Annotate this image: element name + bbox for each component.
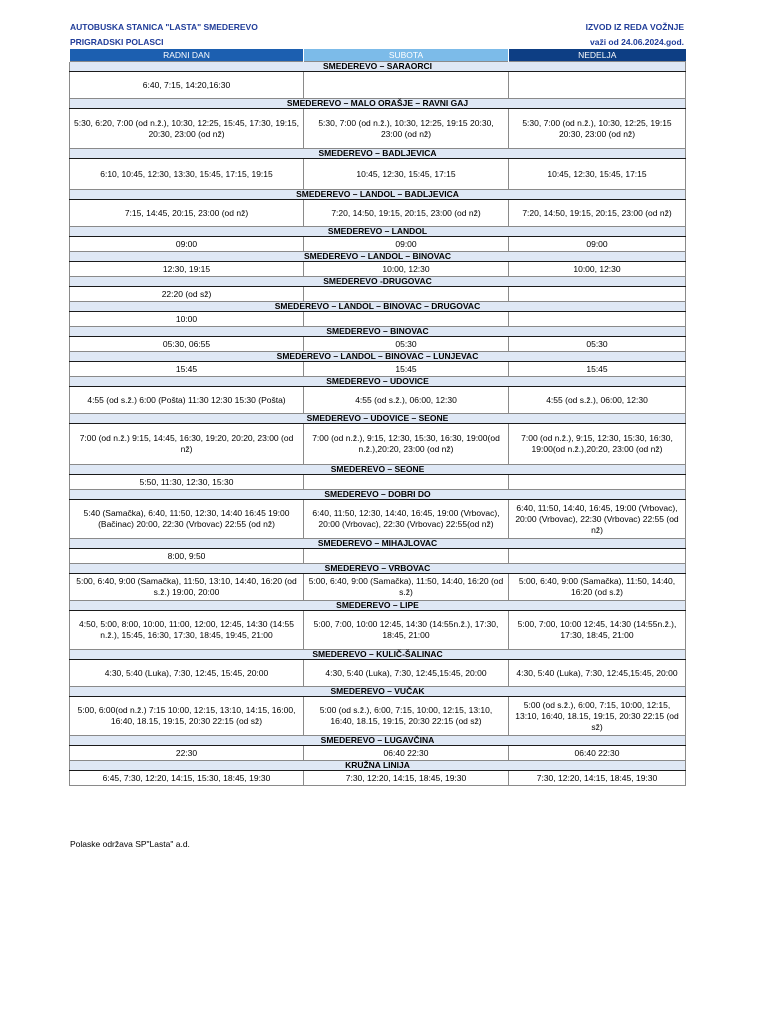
route-name: SMEDEREVO – SEONE [70,465,686,475]
weekday-times-cell: 5:00, 6:00(od n.ž.) 7:15 10:00, 12:15, 13:10, 14:15, 16:00, 16:40, 18.15, 19:15, 20:30 22:15 (od sž) [70,697,304,736]
departure-times-row [70,771,686,786]
saturday-times-cell: 4:30, 5:40 (Luka), 7:30, 12:45,15:45, 20:00 [304,660,509,687]
sunday-times-cell: 5:30, 7:00 (od n.ž.), 10:30, 12:25, 19:15 20:30, 23:00 (od nž) [509,109,686,149]
weekday-times-cell: 4:55 (od s.ž.) 6:00 (Pošta) 11:30 12:30 15:30 (Pošta) [70,387,304,414]
departure-times-row [70,159,686,190]
route-header-row [70,62,686,72]
route-name: SMEDEREVO – BINOVAC [70,327,686,337]
sunday-times-cell: 7:30, 12:20, 14:15, 18:45, 19:30 [509,771,686,786]
validity-date: važi od 24.06.2024.god. [589,37,684,47]
saturday-times-cell [304,287,509,302]
departure-times-row [70,424,686,465]
departure-times-row [70,549,686,564]
departure-times-row [70,660,686,687]
route-header-row [70,414,686,424]
route-header-row [70,149,686,159]
route-header-row [70,761,686,771]
weekday-times-cell: 5:40 (Samačka), 6:40, 11:50, 12:30, 14:40 16:45 19:00 (Bačinac) 20:00, 22:30 (Vrbovac) 22:55 (od nž) [70,500,304,539]
weekday-times-cell: 15:45 [70,362,304,377]
route-name: SMEDEREVO – VUČAK [70,687,686,697]
route-header-row [70,564,686,574]
route-header-row [70,190,686,200]
sunday-times-cell: 05:30 [509,337,686,352]
route-name: KRUŽNA LINIJA [70,761,686,771]
sunday-times-cell: 7:00 (od n.ž.), 9:15, 12:30, 15:30, 16:30, 19:00(od n.ž.),20:20, 23:00 (od nž) [509,424,686,465]
route-name: SMEDEREVO – LIPE [70,601,686,611]
saturday-times-cell: 15:45 [304,362,509,377]
route-name: SMEDEREVO – LANDOL – BINOVAC [70,252,686,262]
saturday-times-cell: 4:55 (od s.ž.), 06:00, 12:30 [304,387,509,414]
route-name: SMEDEREVO – UDOVICE [70,377,686,387]
route-header-row [70,99,686,109]
sunday-times-cell: 10:00, 12:30 [509,262,686,277]
route-name: SMEDEREVO – BADLJEVICA [70,149,686,159]
column-header-weekday: RADNI DAN [70,49,304,62]
header-right [586,20,684,50]
sunday-times-cell: 6:40, 11:50, 14:40, 16:45, 19:00 (Vrbovac), 20:00 (Vrbovac), 22:30 (Vrbovac) 22:55 (od nž) [509,500,686,539]
sunday-times-cell: 06:40 22:30 [509,746,686,761]
route-name: SMEDEREVO – LANDOL – BADLJEVICA [70,190,686,200]
departure-times-row [70,200,686,227]
sunday-times-cell: 7:20, 14:50, 19:15, 20:15, 23:00 (od nž) [509,200,686,227]
route-header-row [70,736,686,746]
weekday-times-cell: 5:30, 6:20, 7:00 (od n.ž.), 10:30, 12:25, 15:45, 17:30, 19:15, 20:30, 23:00 (od nž) [70,109,304,149]
route-name: SMEDEREVO – VRBOVAC [70,564,686,574]
sunday-times-cell: 4:30, 5:40 (Luka), 7:30, 12:45,15:45, 20:00 [509,660,686,687]
weekday-times-cell: 6:10, 10:45, 12:30, 13:30, 15:45, 17:15, 19:15 [70,159,304,190]
departure-times-row [70,262,686,277]
route-name: SMEDEREVO – LANDOL – BINOVAC – LUNJEVAC [70,352,686,362]
weekday-times-cell: 05:30, 06:55 [70,337,304,352]
saturday-times-cell [304,312,509,327]
route-header-row [70,302,686,312]
saturday-times-cell: 05:30 [304,337,509,352]
header-left [70,20,258,50]
weekday-times-cell: 7:15, 14:45, 20:15, 23:00 (od nž) [70,200,304,227]
departure-times-row [70,697,686,736]
saturday-times-cell: 7:30, 12:20, 14:15, 18:45, 19:30 [304,771,509,786]
saturday-times-cell: 10:45, 12:30, 15:45, 17:15 [304,159,509,190]
saturday-times-cell: 5:00, 7:00, 10:00 12:45, 14:30 (14:55n.ž.), 17:30, 18:45, 21:00 [304,611,509,650]
route-name: SMEDEREVO – MIHAJLOVAC [70,539,686,549]
sunday-times-cell: 09:00 [509,237,686,252]
route-name: SMEDEREVO – SARAORCI [70,62,686,72]
sunday-times-cell [509,287,686,302]
saturday-times-cell: 09:00 [304,237,509,252]
column-header-sunday: NEDELJA [509,49,686,62]
footer-note: Polaske održava SP"Lasta" a.d. [70,839,190,849]
saturday-times-cell [304,549,509,564]
route-header-row [70,687,686,697]
departure-times-row [70,287,686,302]
route-name: SMEDEREVO – DOBRI DO [70,490,686,500]
sunday-times-cell: 4:55 (od s.ž.), 06:00, 12:30 [509,387,686,414]
saturday-times-cell: 06:40 22:30 [304,746,509,761]
route-header-row [70,377,686,387]
departure-times-row [70,387,686,414]
departure-times-row [70,109,686,149]
timetable-subtitle: PRIGRADSKI POLASCI [70,37,164,47]
column-header-saturday: SUBOTA [304,49,509,62]
route-name: SMEDEREVO -DRUGOVAC [70,277,686,287]
weekday-times-cell: 7:00 (od n.ž.) 9:15, 14:45, 16:30, 19:20, 20:20, 23:00 (od nž) [70,424,304,465]
station-name: AUTOBUSKA STANICA "LASTA" SMEDEREVO [70,22,258,32]
weekday-times-cell: 4:30, 5:40 (Luka), 7:30, 12:45, 15:45, 20:00 [70,660,304,687]
departure-times-row [70,312,686,327]
weekday-times-cell: 6:45, 7:30, 12:20, 14:15, 15:30, 18:45, 19:30 [70,771,304,786]
weekday-times-cell: 10:00 [70,312,304,327]
sunday-times-cell [509,475,686,490]
departure-times-row [70,72,686,99]
weekday-times-cell: 8:00, 9:50 [70,549,304,564]
sunday-times-cell [509,72,686,99]
route-name: SMEDEREVO – LUGAVČINA [70,736,686,746]
saturday-times-cell: 5:30, 7:00 (od n.ž.), 10:30, 12:25, 19:15 20:30, 23:00 (od nž) [304,109,509,149]
departure-times-row [70,475,686,490]
departure-times-row [70,237,686,252]
weekday-times-cell: 09:00 [70,237,304,252]
sunday-times-cell [509,549,686,564]
departure-times-row [70,574,686,601]
route-header-row [70,650,686,660]
route-header-row [70,539,686,549]
route-header-row [70,277,686,287]
route-header-row [70,465,686,475]
departure-times-row [70,500,686,539]
route-header-row [70,601,686,611]
sunday-times-cell: 5:00, 6:40, 9:00 (Samačka), 11:50, 14:40, 16:20 (od s.ž) [509,574,686,601]
route-header-row [70,490,686,500]
departure-times-row [70,746,686,761]
saturday-times-cell [304,72,509,99]
document-title: IZVOD IZ REDA VOŽNJE [585,22,684,32]
departure-times-row [70,611,686,650]
sunday-times-cell [509,312,686,327]
route-header-row [70,327,686,337]
column-header-row [70,49,686,62]
sunday-times-cell: 15:45 [509,362,686,377]
weekday-times-cell: 6:40, 7:15, 14:20,16:30 [70,72,304,99]
route-name: SMEDEREVO – UDOVICE – SEONE [70,414,686,424]
route-name: SMEDEREVO – LANDOL [70,227,686,237]
saturday-times-cell: 5:00, 6:40, 9:00 (Samačka), 11:50, 14:40, 16:20 (od s.ž) [304,574,509,601]
saturday-times-cell: 7:20, 14:50, 19:15, 20:15, 23:00 (od nž) [304,200,509,227]
weekday-times-cell: 5:00, 6:40, 9:00 (Samačka), 11:50, 13:10, 14:40, 16:20 (od s.ž.) 19:00, 20:00 [70,574,304,601]
weekday-times-cell: 12:30, 19:15 [70,262,304,277]
route-header-row [70,252,686,262]
saturday-times-cell: 10:00, 12:30 [304,262,509,277]
weekday-times-cell: 4:50, 5:00, 8:00, 10:00, 11:00, 12:00, 12:45, 14:30 (14:55 n.ž.), 15:45, 16:30, 17:30, 18:45, 19:45, 21:00 [70,611,304,650]
sunday-times-cell: 5:00 (od s.ž.), 6:00, 7:15, 10:00, 12:15, 13:10, 16:40, 18.15, 19:15, 20:30 22:15 (od sž) [509,697,686,736]
timetable-body [70,62,686,786]
sunday-times-cell: 5:00, 7:00, 10:00 12:45, 14:30 (14:55n.ž.), 17:30, 18:45, 21:00 [509,611,686,650]
weekday-times-cell: 22:20 (od sž) [70,287,304,302]
timetable [69,49,686,786]
route-name: SMEDEREVO – MALO ORAŠJE – RAVNI GAJ [70,99,686,109]
route-header-row [70,227,686,237]
route-name: SMEDEREVO – KULIČ-ŠALINAC [70,650,686,660]
saturday-times-cell: 5:00 (od s.ž.), 6:00, 7:15, 10:00, 12:15, 13:10, 16:40, 18.15, 19:15, 20:30 22:15 (od sž) [304,697,509,736]
saturday-times-cell: 6:40, 11:50, 12:30, 14:40, 16:45, 19:00 (Vrbovac), 20:00 (Vrbovac), 22:30 (Vrbovac) 22:55(od nž) [304,500,509,539]
saturday-times-cell [304,475,509,490]
departure-times-row [70,337,686,352]
weekday-times-cell: 22:30 [70,746,304,761]
route-header-row [70,352,686,362]
saturday-times-cell: 7:00 (od n.ž.), 9:15, 12:30, 15:30, 16:30, 19:00(od n.ž.),20:20, 23:00 (od nž) [304,424,509,465]
sunday-times-cell: 10:45, 12:30, 15:45, 17:15 [509,159,686,190]
departure-times-row [70,362,686,377]
weekday-times-cell: 5:50, 11:30, 12:30, 15:30 [70,475,304,490]
route-name: SMEDEREVO – LANDOL – BINOVAC – DRUGOVAC [70,302,686,312]
